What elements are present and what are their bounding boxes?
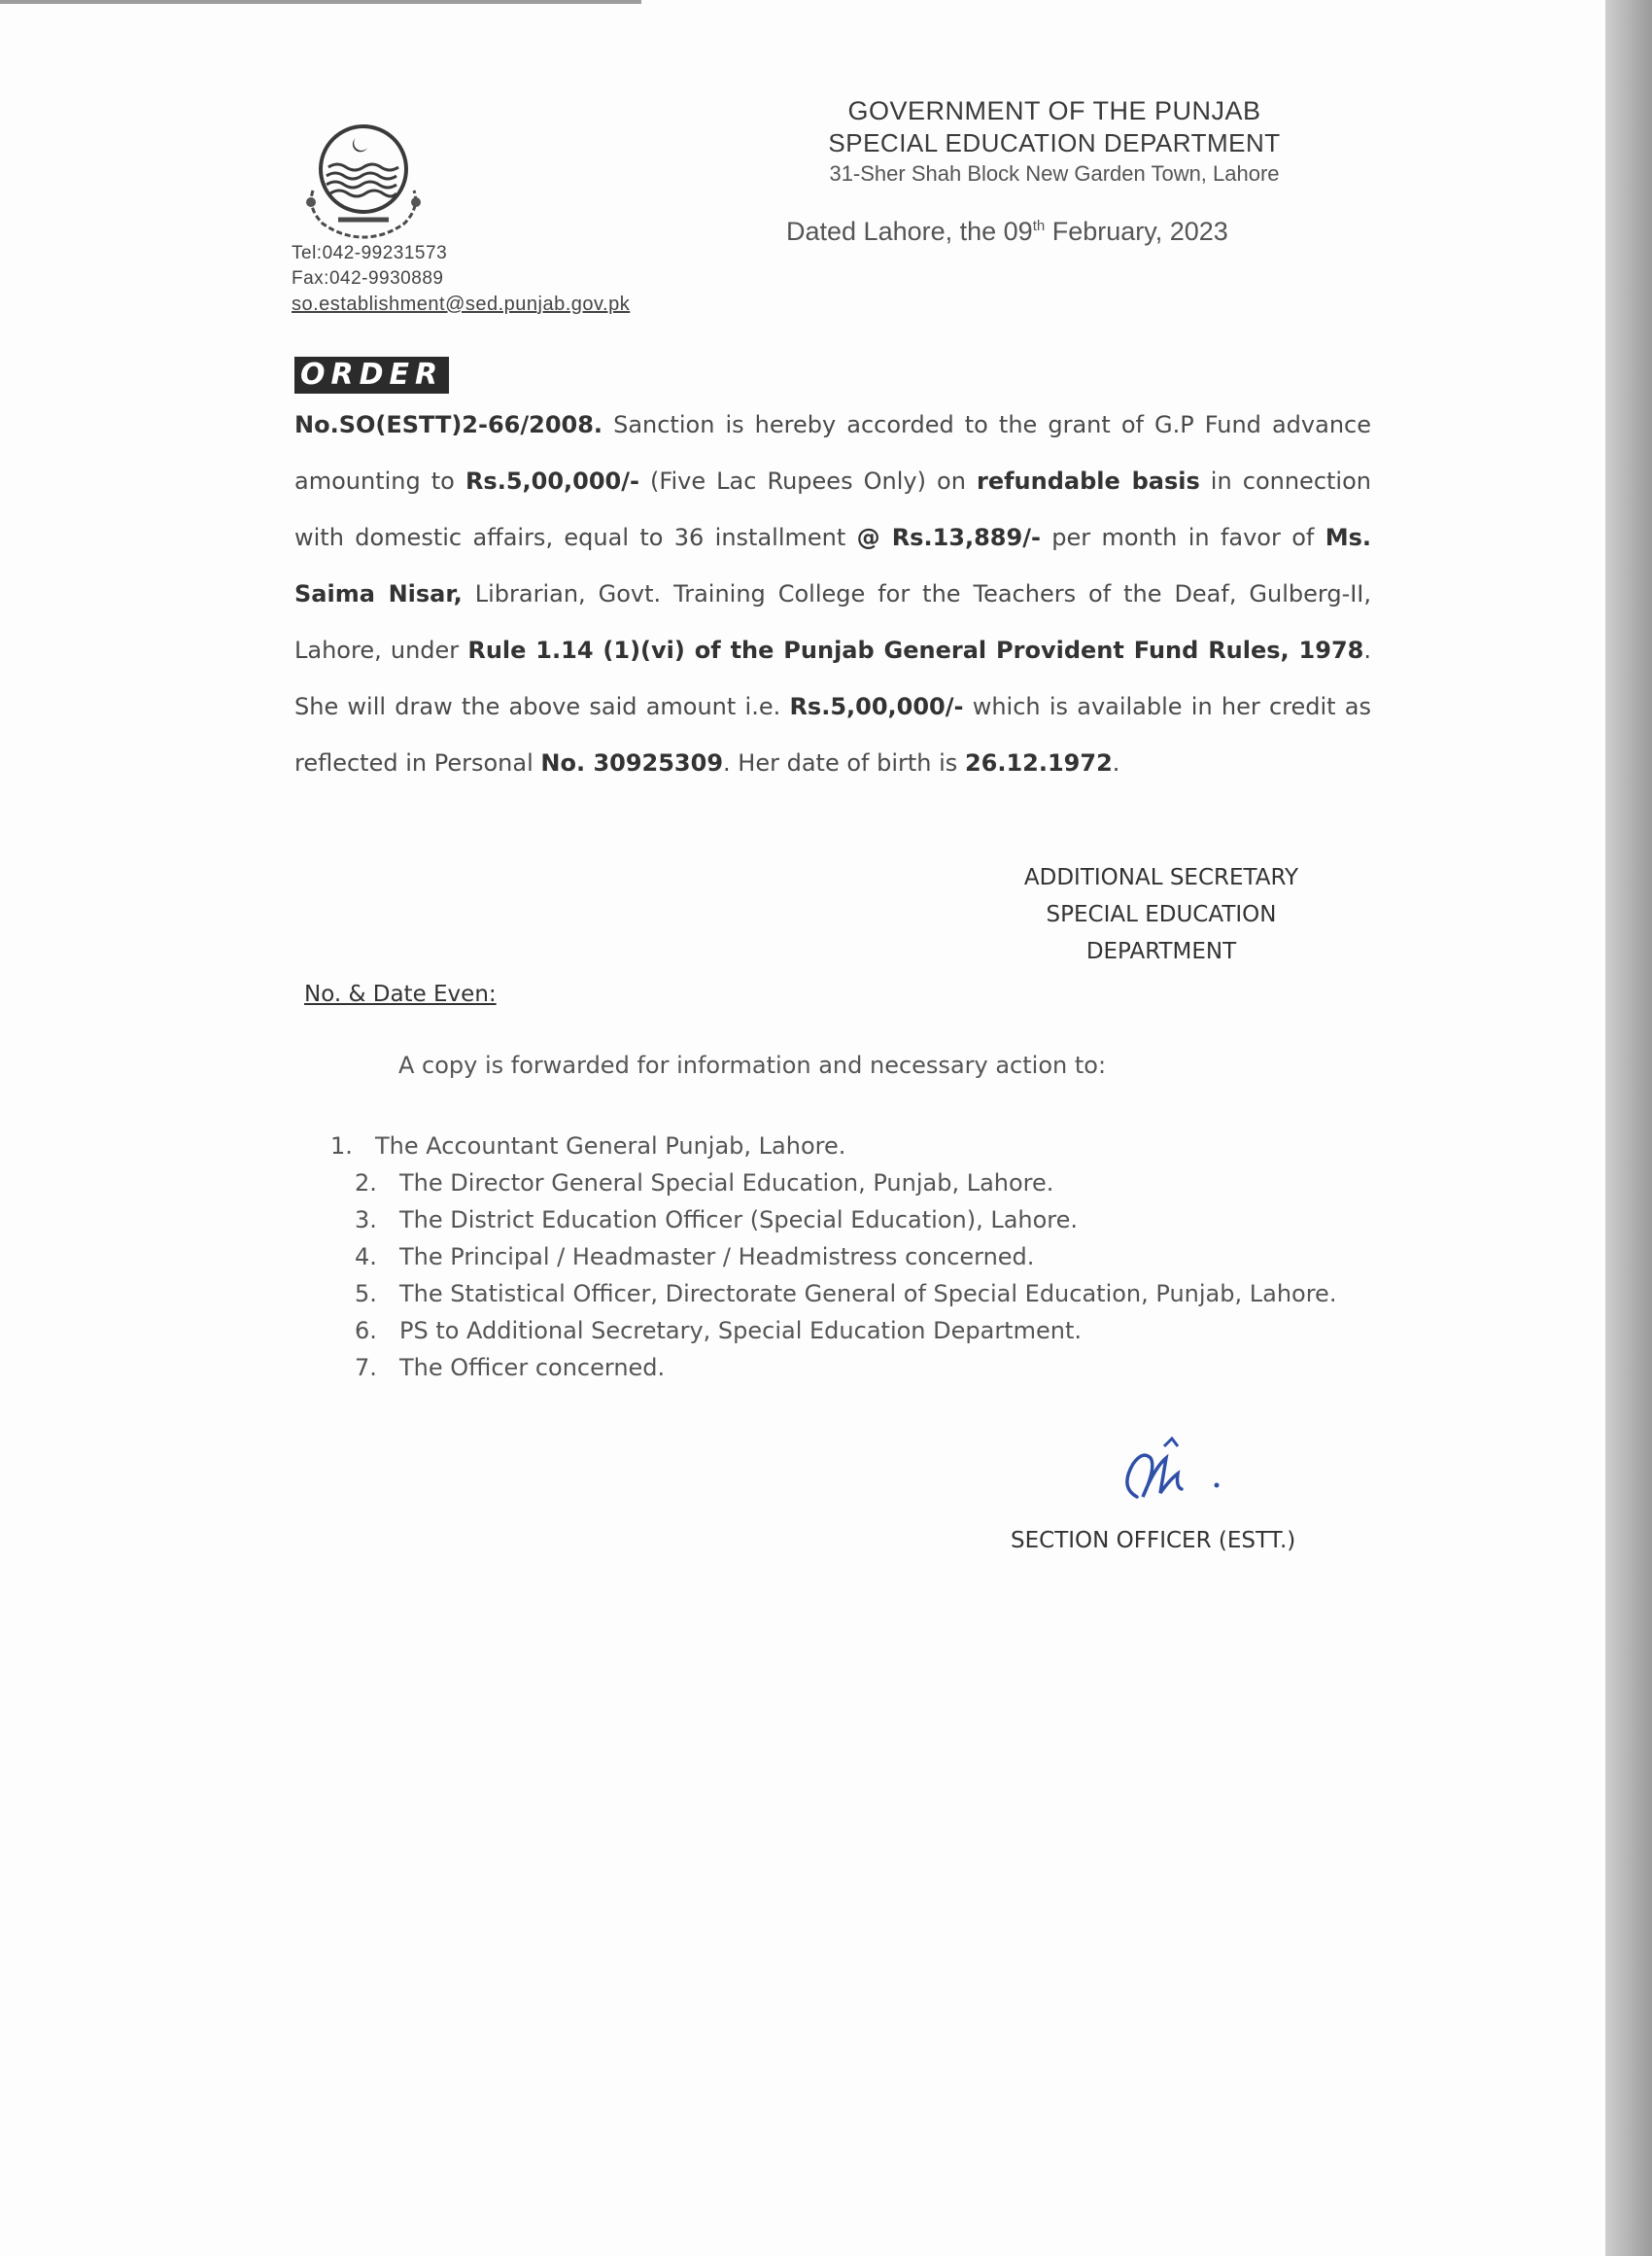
list-item: 5. The Statistical Officer, Directorate General of Special Education, Punjab, Lahore. xyxy=(355,1280,1337,1307)
punjab-emblem-icon xyxy=(299,122,445,239)
contact-info xyxy=(292,241,630,317)
date-line: Dated Lahore, the 09th February, 2023 xyxy=(786,217,1228,246)
scan-edge xyxy=(1605,0,1652,2256)
order-body: No.SO(ESTT)2-66/2008. Sanction is hereby accorded to the grant of G.P Fund advance amounting to Rs.5,00,000/- (Five Lac Rupees Only) on refundable basis in connection with domestic affairs, equal to 36 installment @ Rs.13,889/- per month in favor of Ms. Saima Nisar, Librarian, Govt. Training College for the Teachers of the Deaf, Gulberg-II, Lahore, under Rule 1.14 (1)(vi) of the Punjab General Provident Fund Rules, 1978. She will draw the above said amount i.e. Rs.5,00,000/- which is available in her credit as reflected in Personal No. 30925309. Her date of birth is 26.12.1972. xyxy=(294,411,1372,777)
recipient-list xyxy=(330,1128,1380,1386)
email-link[interactable]: so.establishment@sed.punjab.gov.pk xyxy=(292,294,631,315)
letterhead xyxy=(782,95,1326,248)
department-title: SPECIAL EDUCATION DEPARTMENT xyxy=(828,128,1281,157)
list-item: 7. The Officer concerned. xyxy=(355,1354,666,1381)
government-title: GOVERNMENT OF THE PUNJAB xyxy=(847,96,1261,125)
list-item: 6. PS to Additional Secretary, Special Education Department. xyxy=(355,1317,1082,1344)
section-officer-title: SECTION OFFICER (ESTT.) xyxy=(1011,1528,1296,1553)
list-item: 4. The Principal / Headmaster / Headmistress concerned. xyxy=(355,1243,1035,1270)
handwritten-signature-icon xyxy=(1108,1429,1244,1516)
list-item: 2. The Director General Special Education, Punjab, Lahore. xyxy=(355,1169,1054,1197)
list-item: 1. The Accountant General Punjab, Lahore. xyxy=(330,1132,846,1160)
additional-secretary-block: ADDITIONAL SECRETARY SPECIAL EDUCATION DEPARTMENT xyxy=(1023,865,1299,964)
scan-edge-top xyxy=(0,0,641,4)
fax: Fax:042-9930889 xyxy=(292,268,444,289)
number-date-even: No. & Date Even: xyxy=(304,982,497,1007)
list-item: 3. The District Education Officer (Special Education), Lahore. xyxy=(355,1206,1079,1233)
copy-forward-text: A copy is forwarded for information and necessary action to: xyxy=(398,1052,1107,1079)
telephone: Tel:042-99231573 xyxy=(292,243,448,263)
order-heading: ORDER xyxy=(294,357,449,394)
department-address: 31-Sher Shah Block New Garden Town, Lahore xyxy=(829,161,1280,186)
